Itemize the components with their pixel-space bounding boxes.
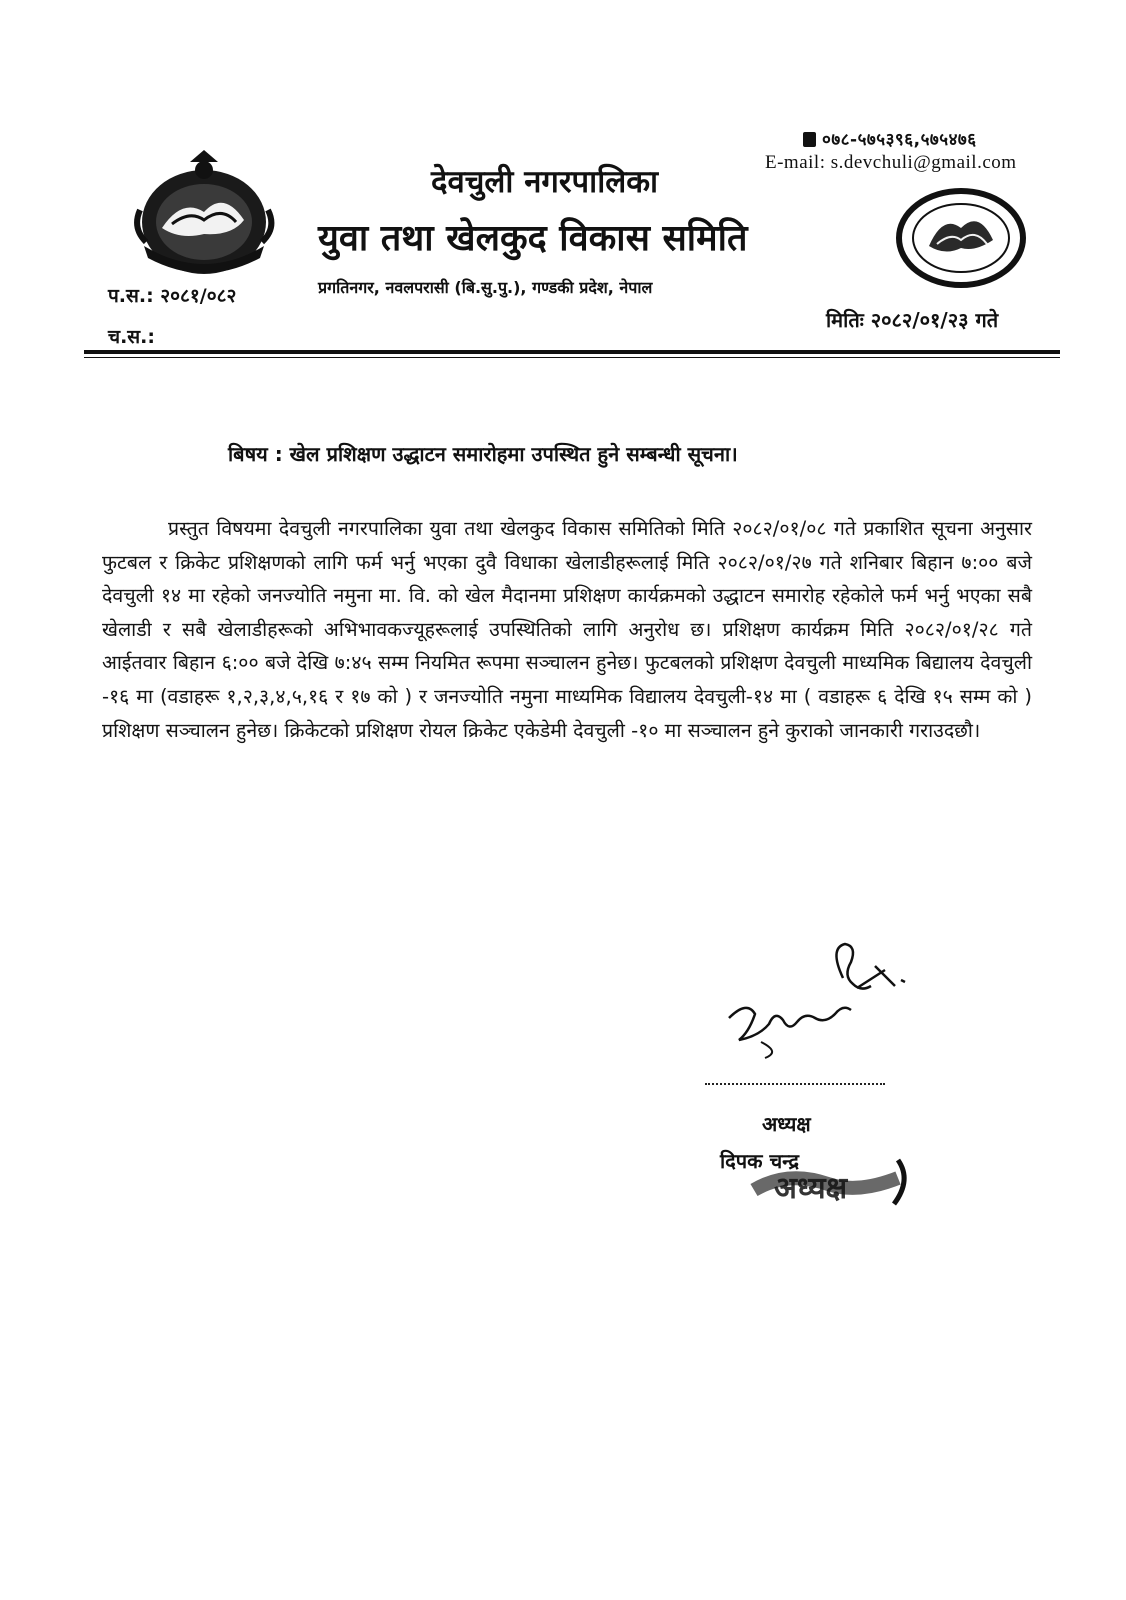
committee-seal-icon [895, 188, 1027, 288]
phone-numbers [803, 127, 977, 150]
signatory-title: अध्यक्ष [762, 1112, 811, 1136]
handwritten-signature-icon [725, 940, 910, 1060]
header-divider-thin [84, 357, 1060, 358]
svg-text:अध्यक्ष: अध्यक्ष [774, 1171, 848, 1206]
phone-icon [803, 132, 816, 147]
organization-address: प्रगतिनगर, नवलपरासी (बि.सु.पु.), गण्डकी प्रदेश, नेपाल [318, 278, 653, 297]
signature-line [705, 1083, 885, 1085]
municipality-name: देवचुली नगरपालिका [431, 164, 659, 200]
president-stamp-icon [748, 1150, 918, 1208]
notice-subject: बिषय : खेल प्रशिक्षण उद्धाटन समारोहमा उपस्थित हुने सम्बन्धी सूचना। [228, 442, 738, 466]
signatory-name: दिपक चन्द्र [720, 1149, 799, 1173]
dispatch-number: च.स.: [108, 326, 155, 348]
committee-name: युवा तथा खेलकुद विकास समिति [318, 218, 748, 259]
email-address: E-mail: s.devchuli@gmail.com [765, 152, 1017, 173]
letter-date: मितिः २०८२/०१/२३ गते [826, 308, 999, 332]
phone-text: ०७८-५७५३९६,५७५४७६ [822, 130, 977, 150]
header-divider [84, 350, 1060, 354]
notice-body: प्रस्तुत विषयमा देवचुली नगरपालिका युवा तथा खेलकुद विकास समितिको मिति २०८२/०१/०८ गते प्रकाशित सूचना अनुसार फुटबल र क्रिकेट प्रशिक्षणको लागि फर्म भर्नु भएका दुवै विधाका खेलाडीहरूलाई मिति २०८२/०१/२७ गते शनिबार बिहान ७:०० बजे देवचुली १४ मा रहेको जनज्योति नमुना मा. वि. को खेल मैदानमा प्रशिक्षण कार्यक्रमको उद्धाटन समारोह रहेकोले फर्म भर्नु भएका सबै खेलाडी र सबै खेलाडीहरूको अभिभावकज्यूहरूलाई उपस्थितिको लागि अनुरोध छ। प्रशिक्षण कार्यक्रम मिति २०८२/०१/२८ गते आईतवार बिहान ६:०० बजे देखि ७:४५ सम्म नियमित रूपमा सञ्चालन हुनेछ। फुटबलको प्रशिक्षण देवचुली माध्यमिक बिद्यालय देवचुली -१६ मा (वडाहरू १,२,३,४,५,१६ र १७ को ) र जनज्योति नमुना माध्यमिक विद्यालय देवचुली-१४ मा ( वडाहरू ६ देखि १५ सम्म को ) प्रशिक्षण सञ्चालन हुनेछ। क्रिकेटको प्रशिक्षण रोयल क्रिकेट एकेडेमी देवचुली -१० मा सञ्चालन हुने कुराको जानकारी गराउदछौ। [102, 517, 1032, 742]
government-emblem-icon [132, 150, 277, 280]
letter-reference-number: प.स.: २०८१/०८२ [108, 285, 237, 307]
